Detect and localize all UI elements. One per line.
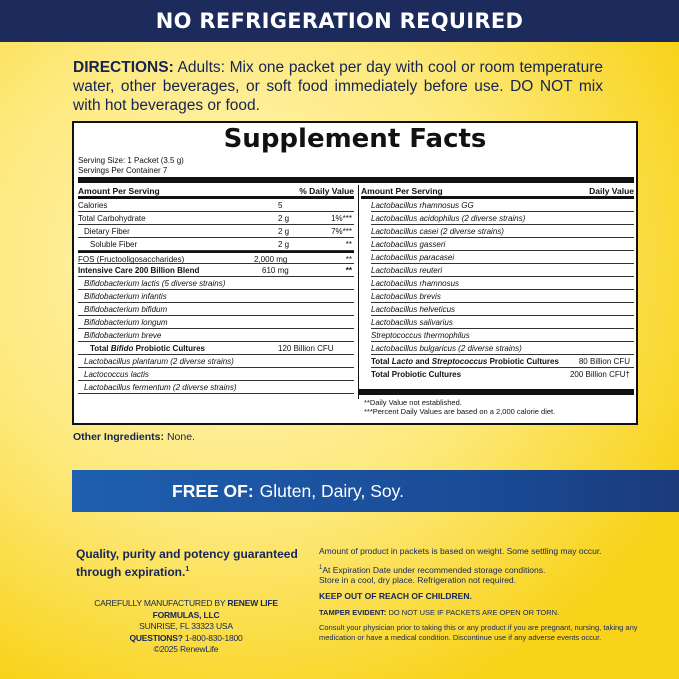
strain-row: Lactobacillus casei (2 diverse strains) [371,225,634,238]
manufacturer-line: CAREFULLY MANUFACTURED BY RENEW LIFE FORMULAS, LLC [94,598,278,620]
strain-row: Lactobacillus helveticus [371,303,634,316]
other-ingredients-value: None. [166,431,195,443]
other-ingredients-label: Other Ingredients: [73,431,165,443]
strain-row: Streptococcus thermophilus [371,329,634,342]
lacto-total-row: Total Lacto and Streptococcus Probiotic Cultures 80 Billion CFU [371,355,634,368]
strain-row: Lactobacillus plantarum (2 diverse strains) [78,355,354,368]
free-of-label: FREE OF: [172,480,254,501]
questions-line: QUESTIONS? 1-800-830-1800 [129,632,243,643]
directions-label: DIRECTIONS: [73,59,174,76]
probiotic-total-row: Total Probiotic Cultures 200 Billion CFU† [371,370,630,379]
thick-divider-right [359,389,634,395]
strain-row: Bifidobacterium lactis (5 diverse strains) [78,277,354,290]
tamper-note: TAMPER EVIDENT: DO NOT USE IF PACKETS ARE OPEN OR TORN. [319,607,560,617]
strain-row: Bifidobacterium bifidum [78,303,354,316]
footnotes [364,398,555,416]
supplement-facts-panel [72,121,638,425]
strain-row: Lactobacillus paracasei [371,251,634,264]
thick-divider [78,177,634,183]
strain-row: Lactobacillus rhamnosus GG [371,199,634,212]
facts-title: Supplement Facts [223,124,487,154]
free-of-value: Gluten, Dairy, Soy. [259,480,404,501]
serving-size: Serving Size: 1 Packet (3.5 g) [78,156,184,165]
strain-row: Bifidobacterium breve [78,329,354,342]
copyright: ©2025 RenewLife [153,644,219,654]
strain-row: Lactobacillus acidophilus (2 diverse strains) [371,212,634,225]
free-of-band [72,470,679,512]
nutrient-row: Soluble Fiber 2 g ** [78,238,354,251]
strain-row: Bifidobacterium infantis [78,290,354,303]
consult-note: Consult your physician prior to taking this or any product if you are pregnant, nursing, taking any medication or have a medical condition. Discontinue use if any adverse events occur. [319,623,638,642]
strain-row: Lactobacillus gasseri [371,238,634,251]
serving-info [78,156,184,176]
top-banner: NO REFRIGERATION REQUIRED [0,0,679,42]
nutrient-row: FOS (Fructooligosaccharides) 2,000 mg ** [78,251,354,264]
strain-row: Lactobacillus fermentum (2 diverse strains) [78,381,354,394]
facts-left-column [78,185,354,394]
nutrient-row: Dietary Fiber 2 g 7%*** [78,225,354,238]
manufacturer-info [76,598,296,656]
directions [73,58,603,115]
settling-note: Amount of product in packets is based on weight. Some settling may occur. [319,546,602,556]
left-head-amount: Amount Per Serving [78,185,160,196]
product-info [319,546,649,648]
strain-row: Lactobacillus brevis [371,290,634,303]
blend-row: Intensive Care 200 Billion Blend 610 mg ** [78,266,352,275]
nutrient-row: Calories 5 [78,199,354,212]
strain-row: Lactobacillus salivarius [371,316,634,329]
quality-guarantee: Quality, purity and potency guaranteed through expiration.$^1$ [76,547,298,579]
footnote-dv: **Daily Value not established. [364,398,462,407]
right-column-header [361,185,634,199]
servings-per-container: Servings Per Container 7 [78,166,168,175]
nutrient-row: Total Carbohydrate 2 g 1%*** [78,214,352,223]
strain-row: Lactococcus lactis [78,368,354,381]
right-head-amount: Amount Per Serving [361,185,443,196]
strain-row: Bifidobacterium longum [78,316,354,329]
facts-right-column [358,185,634,399]
manufacturer-address: SUNRISE, FL 33323 USA [139,621,233,631]
storage-note: $^1$At Expiration Date under recommended storage conditions. Store in a cool, dry place. Refrigeration not required. [319,564,546,585]
left-head-dv: % Daily Value [299,185,354,196]
children-warning: KEEP OUT OF REACH OF CHILDREN. [319,591,472,602]
left-column-header [78,185,354,199]
strain-row: Lactobacillus rhamnosus [371,277,634,290]
right-head-dv: Daily Value [589,185,634,196]
directions-text: Adults: Mix one packet per day with cool or room temperature water, other beverages, or soft food immediately before use. DO NOT mix with hot beverages or food. [73,59,604,114]
strain-row: Lactobacillus reuteri [371,264,634,277]
strain-row: Lactobacillus bulgaricus (2 diverse strains) [371,342,634,355]
bifido-total-row: Total Bifido Probiotic Cultures 120 Billion CFU [78,342,354,355]
other-ingredients [73,431,195,443]
footnote-calorie: ***Percent Daily Values are based on a 2,000 calorie diet. [364,407,556,416]
